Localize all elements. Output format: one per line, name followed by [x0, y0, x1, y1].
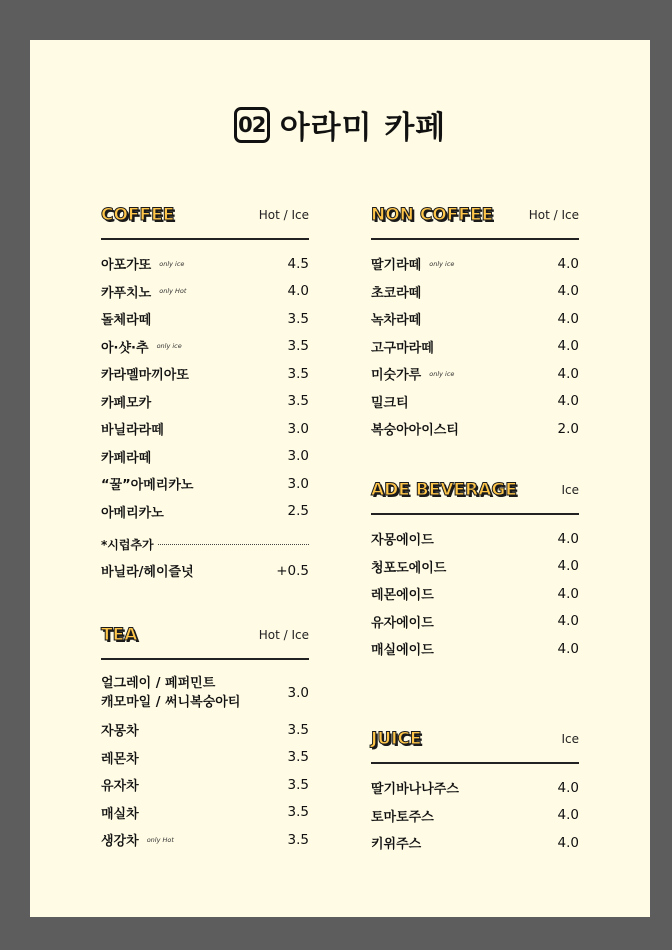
item-price: 3.5 [287, 804, 309, 821]
syrup-label: *시럽추가 [101, 537, 154, 552]
menu-item [371, 305, 579, 333]
menu-item-multi [101, 670, 309, 716]
menu-item [101, 826, 309, 854]
item-name: 키위주스 [371, 837, 422, 853]
item-price: 4.5 [287, 255, 309, 272]
item-price: 4.0 [557, 310, 579, 327]
item-name: 미숫가루 [371, 368, 422, 384]
item-price: 3.5 [287, 338, 309, 355]
ade-list [371, 525, 579, 663]
coffee-header [101, 202, 309, 240]
item-price: 3.0 [287, 448, 309, 465]
coffee-list [101, 250, 309, 585]
item-name: 생강차 [101, 834, 139, 850]
item-price: 4.0 [557, 558, 579, 575]
menu-item [371, 333, 579, 361]
item-price: 2.0 [557, 420, 579, 437]
juice-temp-label: Ice [561, 732, 579, 746]
item-name: 카라멜마끼아또 [101, 368, 189, 384]
item-price: 3.0 [287, 475, 309, 492]
menu-page [30, 40, 650, 917]
dotted-divider [158, 544, 309, 545]
non-coffee-header [371, 202, 579, 240]
item-name: 매실에이드 [371, 643, 434, 659]
item-price: 3.0 [287, 420, 309, 437]
item-name: 카페모카 [101, 395, 152, 411]
item-note: only ice [156, 342, 182, 351]
item-name: 레몬차 [101, 751, 139, 767]
item-price: 3.5 [287, 776, 309, 793]
item-price: 3.0 [287, 685, 309, 701]
menu-item [101, 716, 309, 744]
non-coffee-temp-label: Hot / Ice [528, 208, 579, 222]
menu-item [371, 829, 579, 857]
item-name: 돌체라떼 [101, 313, 152, 329]
menu-item [101, 250, 309, 278]
item-price: 3.5 [287, 393, 309, 410]
coffee-section [101, 202, 309, 585]
ade-section [371, 477, 579, 663]
item-price: 4.0 [287, 283, 309, 300]
juice-list [371, 774, 579, 857]
menu-item [101, 278, 309, 306]
item-name: 바닐라라떼 [101, 423, 164, 439]
item-name: 토마토주스 [371, 809, 434, 825]
item-price: 3.5 [287, 310, 309, 327]
item-price: 3.5 [287, 721, 309, 738]
item-name: 아포가또 [101, 258, 152, 274]
non-coffee-section [371, 202, 579, 443]
item-price: 2.5 [287, 503, 309, 520]
item-name: 밀크티 [371, 395, 409, 411]
item-price: 4.0 [557, 283, 579, 300]
menu-item [101, 443, 309, 471]
coffee-title: COFFEE [101, 205, 175, 225]
item-name: 카푸치노 [101, 285, 152, 301]
item-name: “꿀”아메리카노 [101, 478, 194, 494]
menu-item [371, 608, 579, 636]
item-note: only ice [429, 259, 455, 268]
item-name: 카페라떼 [101, 450, 152, 466]
menu-item [101, 470, 309, 498]
menu-item [371, 415, 579, 443]
ade-title: ADE BEVERAGE [371, 480, 517, 500]
item-note: only ice [159, 259, 185, 268]
item-price: 4.0 [557, 255, 579, 272]
juice-section [371, 726, 579, 857]
tea-temp-label: Hot / Ice [258, 628, 309, 642]
item-price: 3.5 [287, 749, 309, 766]
item-name: 레몬에이드 [371, 588, 434, 604]
menu-item [101, 305, 309, 333]
cafe-name: 아라미 카페 [279, 110, 447, 146]
tea-header [101, 622, 309, 660]
menu-item [371, 802, 579, 830]
item-name: 청포도에이드 [371, 560, 447, 576]
item-note: only Hot [159, 287, 187, 296]
item-name: 바닐라/헤이즐넛 [101, 565, 194, 581]
juice-title: JUICE [371, 729, 422, 749]
menu-item [371, 388, 579, 416]
item-name: 아·샷·추 [101, 340, 149, 356]
item-price: 4.0 [557, 585, 579, 602]
menu-item [371, 553, 579, 581]
item-name-line1: 얼그레이 / 페퍼민트 [101, 676, 216, 691]
item-name: 녹차라떼 [371, 313, 422, 329]
non-coffee-list [371, 250, 579, 443]
menu-item [371, 250, 579, 278]
item-name: 고구마라떼 [371, 340, 434, 356]
menu-item [101, 388, 309, 416]
menu-number-badge: 02 [234, 107, 270, 143]
syrup-item [101, 557, 309, 585]
item-price: 4.0 [557, 834, 579, 851]
menu-item [371, 360, 579, 388]
item-name: 딸기바나나주스 [371, 782, 459, 798]
item-name: 초코라떼 [371, 285, 422, 301]
item-name: 매실차 [101, 806, 139, 822]
menu-item [101, 360, 309, 388]
item-price: 4.0 [557, 640, 579, 657]
item-price: 4.0 [557, 530, 579, 547]
menu-item [101, 415, 309, 443]
item-name: 유자차 [101, 779, 139, 795]
item-name: 자몽차 [101, 724, 139, 740]
item-name: 복숭아아이스티 [371, 423, 459, 439]
syrup-header [101, 531, 309, 557]
menu-item [101, 771, 309, 799]
item-price: +0.5 [276, 562, 309, 579]
item-price: 4.0 [557, 779, 579, 796]
ade-temp-label: Ice [561, 483, 579, 497]
menu-item [371, 774, 579, 802]
item-note: only ice [429, 369, 455, 378]
menu-item [371, 635, 579, 663]
menu-item [101, 498, 309, 526]
tea-section [101, 622, 309, 854]
item-note: only Hot [146, 835, 174, 844]
ade-header [371, 477, 579, 515]
tea-title: TEA [101, 625, 138, 645]
menu-title [30, 102, 650, 147]
item-name: 자몽에이드 [371, 533, 434, 549]
coffee-temp-label: Hot / Ice [258, 208, 309, 222]
menu-item [371, 278, 579, 306]
item-price: 3.5 [287, 831, 309, 848]
item-name: 딸기라떼 [371, 258, 422, 274]
item-price: 4.0 [557, 338, 579, 355]
item-price: 3.5 [287, 365, 309, 382]
item-price: 4.0 [557, 365, 579, 382]
item-name: 아메리카노 [101, 505, 164, 521]
menu-item [101, 799, 309, 827]
tea-list [101, 670, 309, 854]
item-price: 4.0 [557, 393, 579, 410]
non-coffee-title: NON COFFEE [371, 205, 494, 225]
menu-item [101, 333, 309, 361]
item-price: 4.0 [557, 613, 579, 630]
menu-item [371, 525, 579, 553]
item-name: 유자에이드 [371, 615, 434, 631]
juice-header [371, 726, 579, 764]
menu-item [101, 744, 309, 772]
item-price: 4.0 [557, 807, 579, 824]
menu-item [371, 580, 579, 608]
item-name-line2: 캐모마일 / 써니복숭아티 [101, 695, 241, 710]
